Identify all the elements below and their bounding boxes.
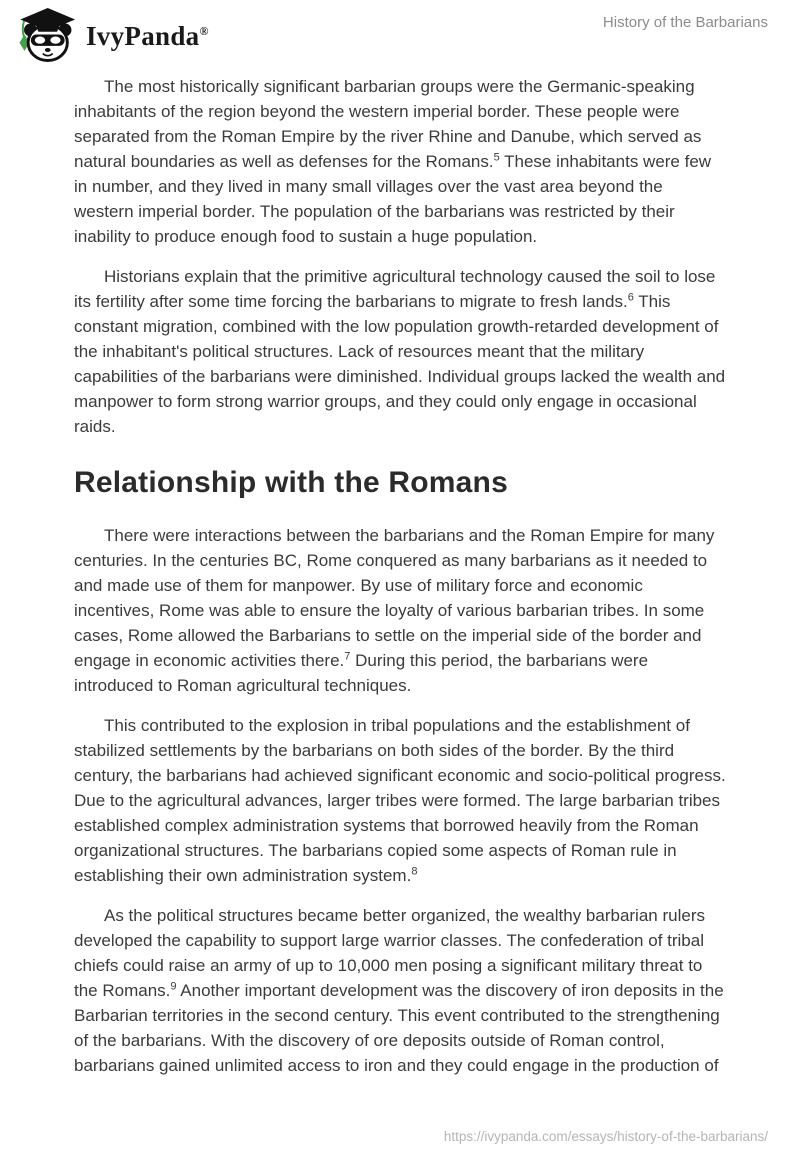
- footnote-ref: 9: [170, 980, 177, 993]
- source-url-link[interactable]: https://ivypanda.com/essays/history-of-the-barbarians/: [443, 1129, 768, 1144]
- page-footer: [444, 1128, 768, 1146]
- paragraph: As the political structures became better organized, the wealthy barbarian rulers developed the capability to support large warrior classes. The confederation of tribal chiefs could raise an army of up to 10,000 men posing a significant military threat to the Romans.$^9$ Another important development was the discovery of iron deposits in the Barbarian territories in the second century. This event contributed to the strengthening of the barbarians. With the discovery of ore deposits outside of Roman control, barbarians gained unlimited access to iron and they could engage in the production of: [74, 906, 724, 1075]
- document-title: History of the Barbarians: [602, 14, 768, 31]
- essay-content: [74, 74, 726, 1078]
- footnote-ref: 8: [411, 865, 418, 878]
- brand: [14, 3, 209, 65]
- page-header: [0, 0, 800, 60]
- registered-mark: ®: [199, 24, 209, 38]
- footnote-ref: 5: [493, 151, 500, 164]
- footnote-ref: 6: [627, 291, 634, 304]
- paragraph: The most historically significant barbarian groups were the Germanic-speaking inhabitants of the region beyond the western imperial border. These people were separated from the Roman Empire by the river Rhine and Danube, which served as natural boundaries as well as defenses for the Romans.$^5$ These inhabitants were few in number, and they lived in many small villages over the vast area beyond the western imperial border. The population of the barbarians was restricted by their inability to produce enough food to sustain a huge population.: [74, 77, 712, 246]
- footnote-ref: 7: [344, 650, 351, 663]
- paragraph: This contributed to the explosion in tribal populations and the establishment of stabilized settlements by the barbarians on both sides of the border. By the third century, the barbarians had achieved significant economic and socio-political progress. Due to the agricultural advances, larger tribes were formed. The large barbarian tribes established complex administration systems that borrowed heavily from the Roman organizational structures. The barbarians copied some aspects of Roman rule in establishing their own administration system.$^8$: [74, 716, 726, 885]
- document-page: [0, 60, 800, 1078]
- paragraph: Historians explain that the primitive agricultural technology caused the soil to lose its fertility after some time forcing the barbarians to migrate to fresh lands.$^6$ This constant migration, combined with the low population growth-retarded development of the inhabitant's political structures. Lack of resources meant that the military capabilities of the barbarians were diminished. Individual groups lacked the wealth and manpower to form strong warrior groups, and they could only engage in occasional raids.: [74, 267, 726, 436]
- brand-name: IvyPanda®: [86, 21, 209, 51]
- panda-graduation-cap-icon: [14, 6, 76, 63]
- section-heading: Relationship with the Romans: [74, 466, 508, 499]
- paragraph: There were interactions between the barbarians and the Roman Empire for many centuries. In the centuries BC, Rome conquered as many barbarians as it needed to and made use of them for manpower. By use of military force and economic incentives, Rome was able to ensure the loyalty of various barbarian tribes. In some cases, Rome allowed the Barbarians to settle on the imperial side of the border and engage in economic activities there.$^7$ During this period, the barbarians were introduced to Roman agricultural techniques.: [74, 526, 715, 695]
